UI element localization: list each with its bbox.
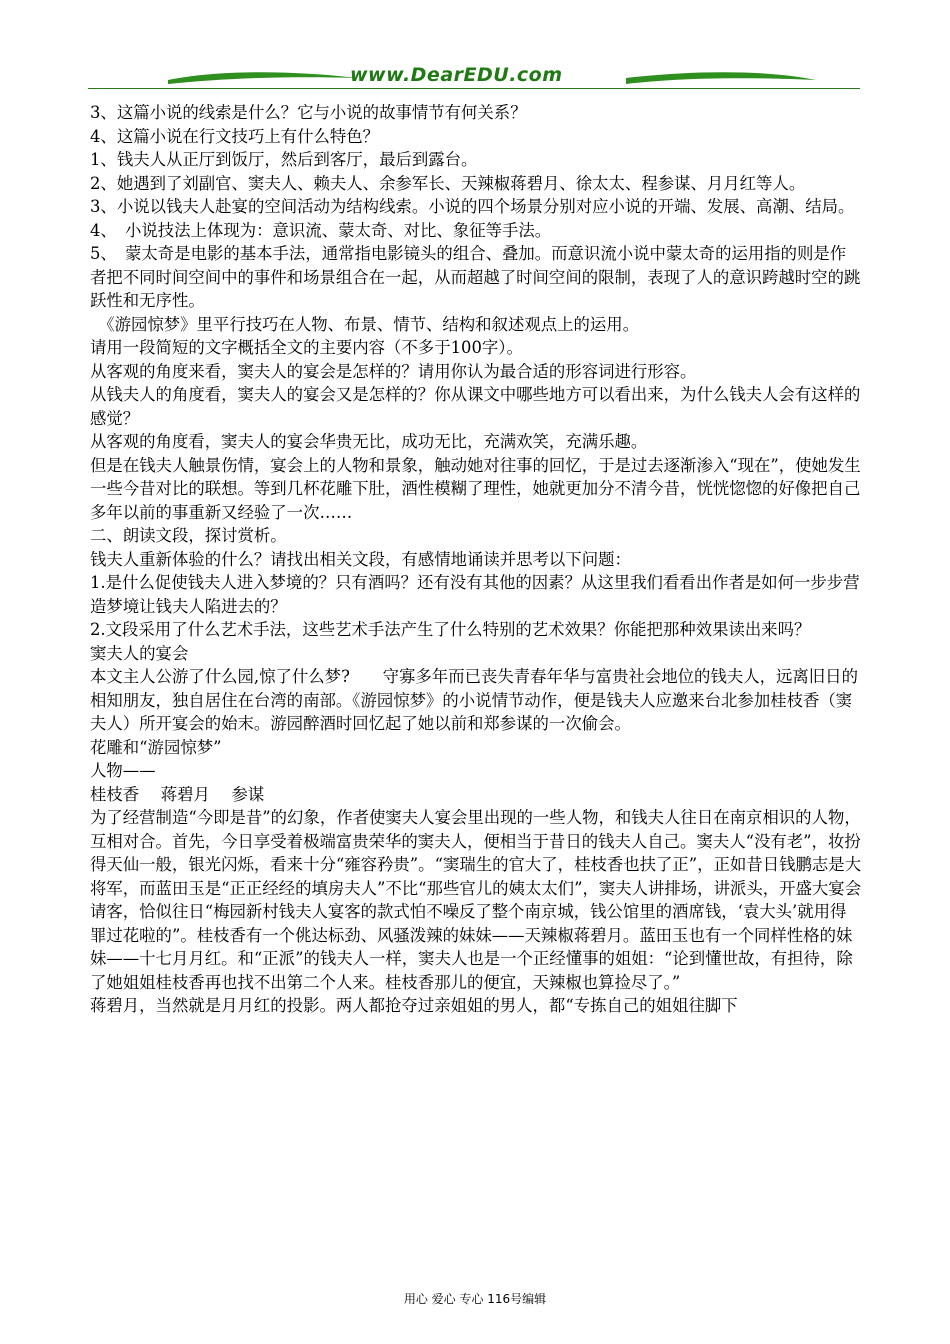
paragraph: 2、她遇到了刘副官、窦夫人、赖夫人、余参军长、天辣椒蒋碧月、徐太太、程参谋、月月红等人。 xyxy=(90,173,806,193)
paragraph: 从客观的角度来看，窦夫人的宴会是怎样的？请用你认为最合适的形容词进行形容。 xyxy=(90,361,697,381)
site-logo[interactable]: www.DearEDU.com xyxy=(350,64,563,86)
paragraph: 本文主人公游了什么园,惊了什么梦? 守寡多年而已丧失青春年华与富贵社会地位的钱夫人，远离旧日的相知朋友，独自居住在台湾的南部。《游园惊梦》的小说情节动作，便是钱夫人应邀来台北参加桂枝香（窦夫人）所开宴会的始末。游园醉酒时回忆起了她以前和郑参谋的一次偷会。 xyxy=(90,667,858,733)
page-footer: 用心 爱心 专心 116号编辑 xyxy=(403,1292,547,1306)
subheading: 花雕和“游园惊梦” xyxy=(90,737,222,757)
paragraph: 但是在钱夫人触景伤情，宴会上的人物和景象，触动她对往事的回忆，于是过去逐渐渗入“现在”，使她发生一些今昔对比的联想。等到几杯花雕下肚，酒性模糊了理性，她就更加分不清今昔，恍恍惚惚的好像把自己多年以前的事重新又经验了一次…… xyxy=(90,455,861,522)
paragraph: 3、这篇小说的线索是什么？它与小说的故事情节有何关系？ xyxy=(90,103,527,122)
subheading: 窦夫人的宴会 xyxy=(90,643,189,663)
paragraph: 请用一段简短的文字概括全文的主要内容（不多于100字）。 xyxy=(90,338,523,357)
paragraph: 钱夫人重新体验的什么？请找出相关文段，有感情地诵读并思考以下问题： xyxy=(90,549,631,569)
paragraph: 《游园惊梦》里平行技巧在人物、布景、情节、结构和叙述观点上的运用。 xyxy=(90,314,640,334)
left-swoosh-decoration xyxy=(168,68,358,90)
paragraph: 4、这篇小说在行文技巧上有什么特色？ xyxy=(90,126,380,146)
paragraph: 1、钱夫人从正厅到饭厅，然后到客厅，最后到露台。 xyxy=(90,150,478,169)
paragraph: 蒋碧月，当然就是月月红的投影。两人都抢夺过亲姐姐的男人，都“专拣自己的姐姐往脚下 xyxy=(90,996,738,1015)
paragraph: 3、小说以钱夫人赴宴的空间活动为结构线索。小说的四个场景分别对应小说的开端、发展、高潮、结局。 xyxy=(90,197,855,216)
subheading: 人物—— xyxy=(90,761,156,780)
paragraph: 从钱夫人的角度看，窦夫人的宴会又是怎样的？你从课文中哪些地方可以看出来，为什么钱夫人会有这样的感觉？ xyxy=(90,385,861,428)
question-item: 2.文段采用了什么艺术手法，这些艺术手法产生了什么特别的艺术效果？你能把那种效果读出来吗？ xyxy=(90,620,811,639)
right-swoosh-decoration xyxy=(626,68,816,90)
paragraph: 为了经营制造“今即是昔”的幻象，作者使窦夫人宴会里出现的一些人物，和钱夫人往日在南京相识的人物，互相对合。首先，今日享受着极端富贵荣华的窦夫人，便相当于昔日的钱夫人自己。窦夫人“没有老”，妆扮得天仙一般，银光闪烁，看来十分“雍容矜贵”。“窦瑞生的官大了，桂枝香也扶了正”，正如昔日钱鹏志是大将军，而蓝田玉是“正正经经的填房夫人”不比“那些官儿的姨太太们”，窦夫人讲排场，讲派头，开盛大宴会请客，恰似往日“梅园新村钱夫人宴客的款式怕不噪反了整个南京城，钱公馆里的酒席钱，‘袁大头’就用得罪过花啦的”。桂枝香有一个佻达标劲、风骚泼辣的妹妹——天辣椒蒋碧月。蓝田玉也有一个同样性格的妹妹——十七月月红。和“正派”的钱夫人一样，窦夫人也是一个正经懂事的姐姐：“论到懂世故，有担待，除了她姐姐桂枝香再也找不出第二个人来。桂枝香那儿的便宜，天辣椒也算捡尽了。” xyxy=(90,808,862,992)
question-item: 1.是什么促使钱夫人进入梦境的？只有酒吗？还有没有其他的因素？从这里我们看看出作者是如何一步步营造梦境让钱夫人陷进去的？ xyxy=(90,573,860,616)
paragraph: 从客观的角度看，窦夫人的宴会华贵无比，成功无比，充满欢笑，充满乐趣。 xyxy=(90,432,648,451)
section-heading: 二、朗读文段，探讨赏析。 xyxy=(90,526,287,545)
header-rule xyxy=(88,88,860,89)
character-list: 桂枝香 蒋碧月 参谋 xyxy=(90,784,265,804)
page-header xyxy=(88,62,860,92)
document-body xyxy=(90,101,862,1018)
paragraph: 4、 小说技法上体现为：意识流、蒙太奇、对比、象征等手法。 xyxy=(90,220,552,240)
paragraph: 5、 蒙太奇是电影的基本手法，通常指电影镜头的组合、叠加。而意识流小说中蒙太奇的运用指的则是作者把不同时间空间中的事件和场景组合在一起，从而超越了时间空间的限制，表现了人的意识跨越时空的跳跃性和无序性。 xyxy=(90,244,861,310)
